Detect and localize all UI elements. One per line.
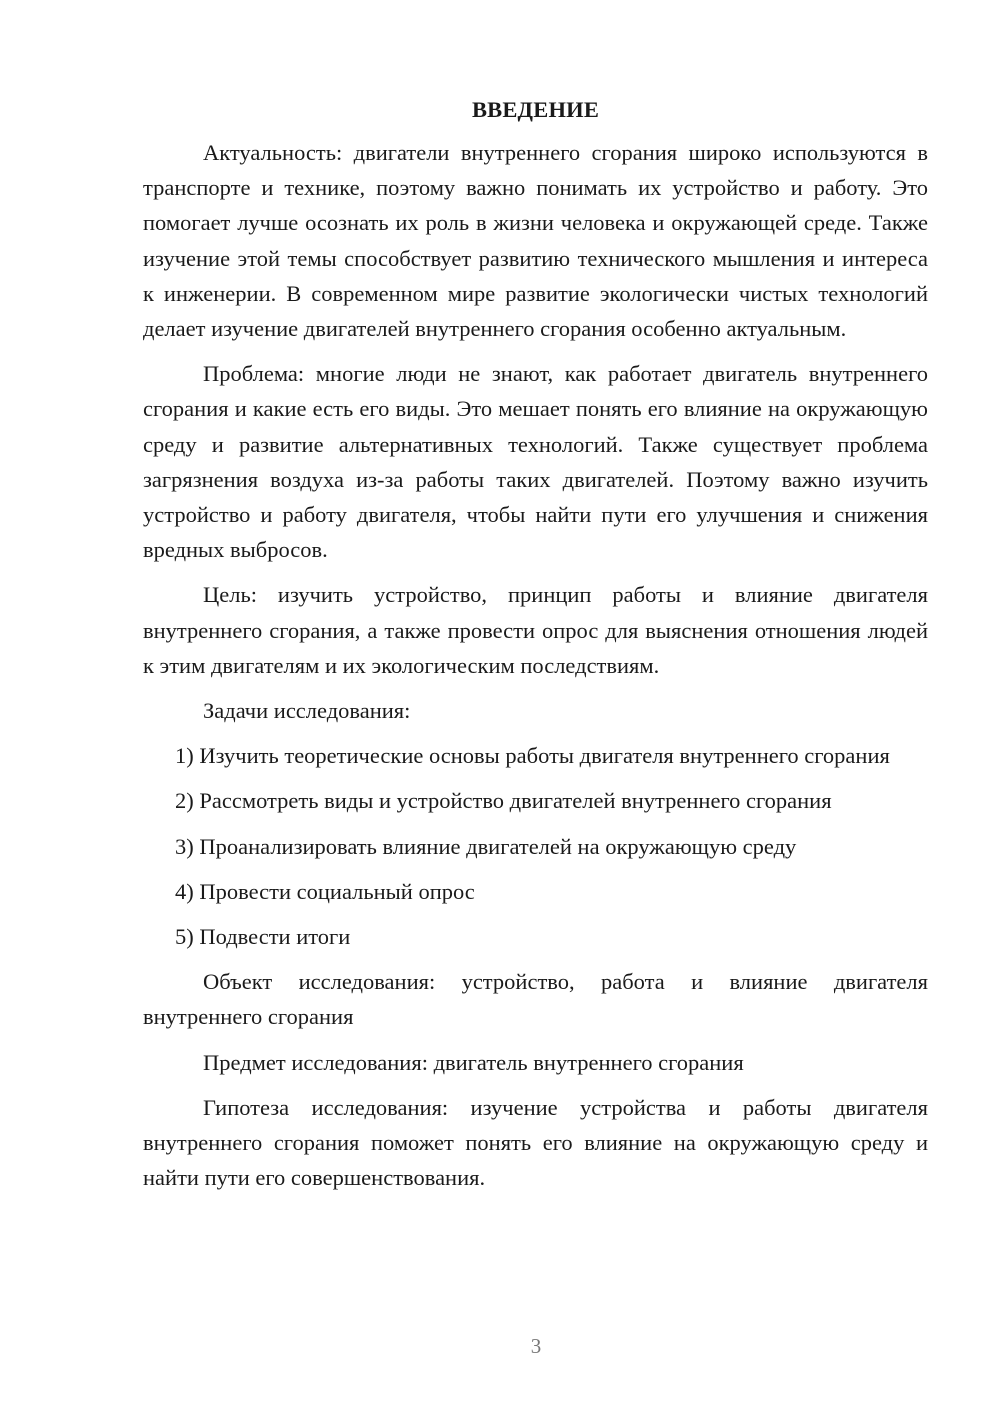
hypothesis-paragraph: Гипотеза исследования: изучение устройства и работы двигателя внутреннего сгорания поможет понять его влияние на окружающую среду и найти пути его совершенствования.	[143, 1094, 928, 1191]
page-number: 3	[530, 1334, 542, 1358]
task-item: 1) Изучить теоретические основы работы двигателя внутреннего сгорания	[175, 743, 890, 769]
document-page	[143, 92, 928, 1195]
task-item: 5) Подвести итоги	[175, 924, 351, 950]
object-paragraph: Объект исследования: устройство, работа и влияние двигателя внутреннего сгорания	[143, 969, 928, 1030]
problem-paragraph: Проблема: многие люди не знают, как работает двигатель внутреннего сгорания и какие есть его виды. Это мешает понять его влияние на окружающую среду и развитие альтернативных технологий. Также существует проблема загрязнения воздуха из-за работы таких двигателей. Поэтому важно изучить устройство и работу двигателя, чтобы найти пути его улучшения и снижения вредных выбросов.	[143, 361, 928, 563]
task-item: 2) Рассмотреть виды и устройство двигателей внутреннего сгорания	[175, 788, 832, 814]
section-title: ВВЕДЕНИЕ	[471, 97, 600, 122]
subject-paragraph: Предмет исследования: двигатель внутреннего сгорания	[203, 1049, 744, 1075]
relevance-paragraph: Актуальность: двигатели внутреннего сгорания широко используются в транспорте и технике, поэтому важно понимать их устройство и работу. Это помогает лучше осознать их роль в жизни человека и окружающей среде. Также изучение этой темы способствует развитию технического мышления и интереса к инженерии. В современном мире развитие экологически чистых технологий делает изучение двигателей внутреннего сгорания особенно актуальным.	[143, 140, 928, 342]
tasks-heading: Задачи исследования:	[203, 698, 411, 724]
task-item: 3) Проанализировать влияние двигателей на окружающую среду	[175, 833, 797, 859]
goal-paragraph: Цель: изучить устройство, принцип работы и влияние двигателя внутреннего сгорания, а также провести опрос для выяснения отношения людей к этим двигателям и их экологическим последствиям.	[143, 582, 928, 678]
task-item: 4) Провести социальный опрос	[175, 878, 475, 904]
